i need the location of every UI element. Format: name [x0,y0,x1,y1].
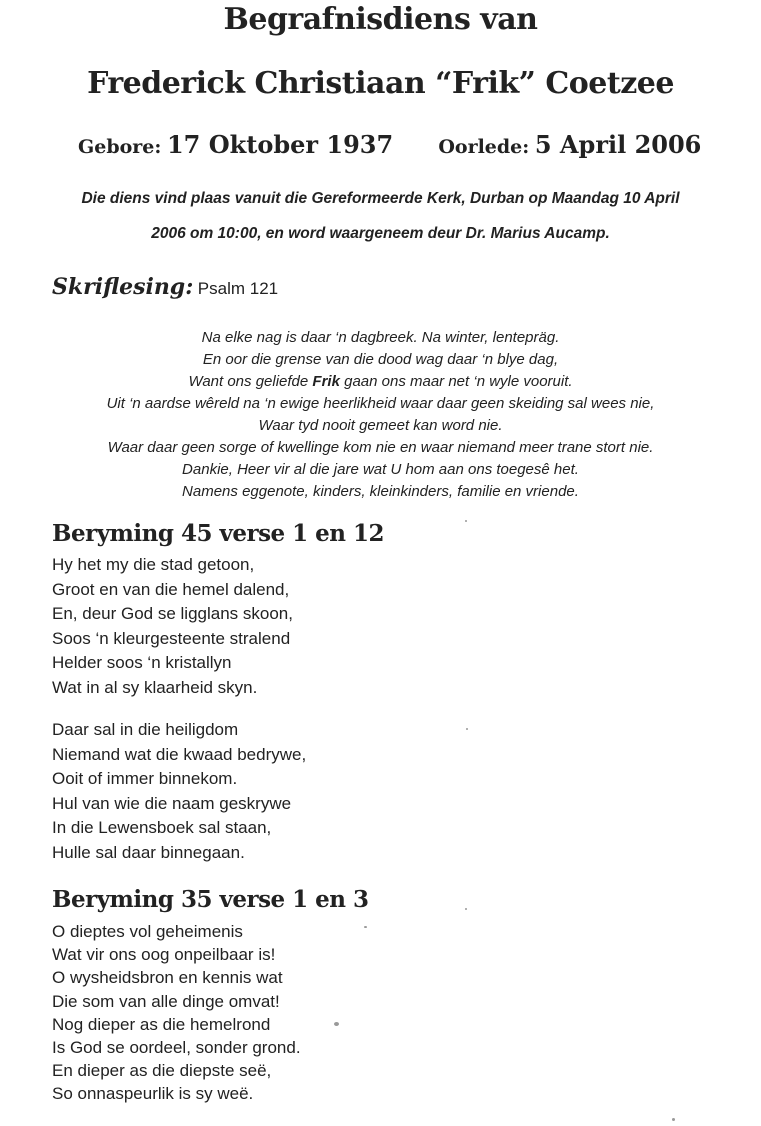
verse-line: Niemand wat die kwaad bedrywe, [52,744,307,764]
verse-line: Soos ‘n kleurgesteente stralend [52,628,291,648]
scan-speck [465,908,467,910]
verse-line: En, deur God se ligglans skoon, [52,604,293,623]
poem-line: Na elke nag is daar ‘n dagbreek. Na winter, lentepräg. [201,329,560,346]
verse-line: O dieptes vol geheimenis [52,922,243,941]
verse-line: Die som van alle dinge omvat! [52,991,280,1011]
died-label: Oorlede: [438,136,530,158]
scan-speck [672,1118,675,1121]
verse-line: Wat in al sy klaarheid skyn. [52,677,258,697]
verse-line: O wysheidsbron en kennis wat [52,968,283,988]
verse-line: So onnaspeurlik is sy weë. [52,1084,254,1104]
verse-line: Ooit of immer binnekom. [52,769,238,788]
poem-name-emphasis: Frik [312,373,340,390]
poem-line: Namens eggenote, kinders, kleinkinders, familie en vriende. [182,483,579,500]
verse-line: Hy het my die stad getoon, [52,555,255,574]
hymn-verse [52,718,306,865]
verse-line: Nog dieper as die hemelrond [52,1014,271,1034]
verse-line: Daar sal in die heiligdom [52,720,239,739]
verse-line: Hul van wie die naam geskrywe [52,793,292,813]
tribute-poem [0,327,761,503]
hymn-title: Beryming 35 verse 1 en 3 [52,886,369,913]
hymn-verse [52,920,301,1106]
service-info-line: 2006 om 10:00, en word waargeneem deur Dr. Marius Aucamp. [151,225,610,242]
scripture-reading-label: Skriflesing: [52,274,194,300]
scan-speck [465,520,467,522]
scan-speck [334,1022,339,1026]
page-title: Begrafnisdiens van [223,2,538,37]
scripture-reading [52,274,278,300]
poem-line: Waar tyd nooit gemeet kan word nie. [258,417,503,434]
hymn-title: Beryming 45 verse 1 en 12 [52,520,385,547]
poem-line: Uit ‘n aardse wêreld na ‘n ewige heerlikheid waar daar geen skeiding sal wees nie, [106,395,655,412]
died-date: 5 April 2006 [534,130,702,159]
verse-line: Helder soos ‘n kristallyn [52,653,232,672]
verse-line: Is God se oordeel, sonder grond. [52,1038,301,1058]
hymn-verse [52,553,293,700]
scan-speck [466,728,468,730]
poem-line: Waar daar geen sorge of kwellinge kom nie en waar niemand meer trane stort nie. [107,439,654,456]
verse-line: In die Lewensboek sal staan, [52,818,272,837]
born-label: Gebore: [78,136,162,158]
deceased-name: Frederick Christiaan “Frik” Coetzee [87,66,674,101]
born-date: 17 Oktober 1937 [166,130,394,159]
service-info-line: Die diens vind plaas vanuit die Gereformeerde Kerk, Durban op Maandag 10 April [81,190,680,207]
verse-line: Groot en van die hemel dalend, [52,579,290,599]
verse-line: Wat vir ons oog onpeilbaar is! [52,945,276,965]
scripture-reading-text: Psalm 121 [197,279,279,298]
verse-line: Hulle sal daar binnegaan. [52,842,245,862]
poem-line: Dankie, Heer vir al die jare wat U hom aan ons toegesê het. [182,461,579,478]
scan-speck [364,926,367,928]
poem-line: En oor die grense van die dood wag daar ‘n blye dag, [202,351,559,368]
poem-line: Want ons geliefde Frik gaan ons maar net ‘n wyle vooruit. [188,373,573,390]
dates-row [78,130,701,159]
verse-line: En dieper as die diepste seë, [52,1061,272,1081]
